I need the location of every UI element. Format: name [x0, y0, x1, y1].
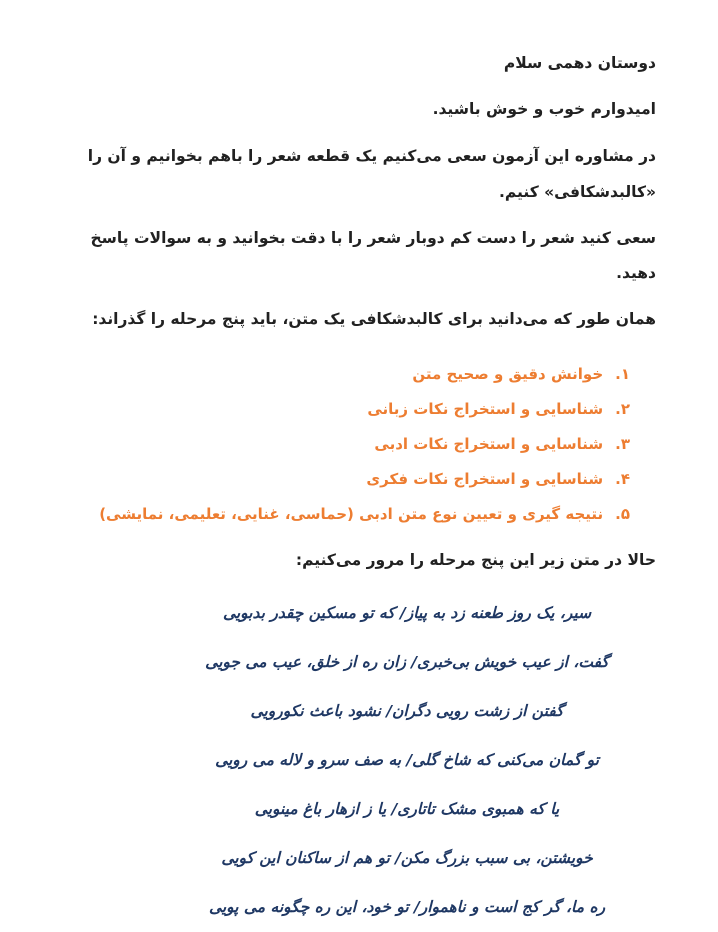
step-number: ۳.	[615, 435, 630, 453]
step-label: نتیجه گیری و تعیین نوع متن ادبی (حماسی، غنایی، تعلیمی، نمایشی)	[99, 505, 604, 523]
step-label: شناسایی و استخراج نکات زبانی	[367, 400, 604, 418]
poem-line-1: سیر، یک روز طعنه زد به پیاز/ که تو مسکین چقدر بدبویی	[222, 604, 592, 622]
intro-paragraph	[62, 138, 656, 210]
poem-line-5: یا که همبوی مشک تاتاری/ یا ز ازهار باغ مینویی	[254, 800, 560, 818]
steps-list	[62, 357, 656, 532]
step-item-3	[62, 427, 630, 462]
step-number: ۱.	[615, 365, 630, 383]
poem-line-2: گفت، از عیب خویش بی‌خبری/ زان ره از خلق، عیب می جویی	[205, 653, 609, 671]
intro-line-2: «کالبدشکافی» کنیم.	[499, 183, 656, 201]
poem-line-7: ره ما، گر کج است و ناهموار/ تو خود، این ره چگونه می پویی	[208, 898, 606, 916]
step-label: شناسایی و استخراج نکات فکری	[366, 470, 604, 488]
step-label: شناسایی و استخراج نکات ادبی	[374, 435, 604, 453]
poem-block	[158, 589, 656, 932]
greeting-line-2: امیدوارم خوب و خوش باشید.	[432, 100, 656, 118]
greeting-line-1: دوستان دهمی سلام	[503, 54, 656, 72]
step-item-4	[62, 462, 630, 497]
review-intro: حالا در متن زیر این پنج مرحله را مرور می‌کنیم:	[295, 551, 656, 569]
step-item-5	[62, 497, 630, 532]
poem-line-6: خویشتن، بی سبب بزرگ مکن/ تو هم از ساکنان این کویی	[221, 849, 593, 867]
step-item-2	[62, 392, 630, 427]
step-number: ۴.	[615, 470, 630, 488]
steps-intro: همان طور که می‌دانید برای کالبدشکافی یک متن، باید پنج مرحله را گذراند:	[92, 310, 656, 328]
step-label: خوانش دقیق و صحیح متن	[412, 365, 604, 383]
poem-line-3: گفتن از زشت رویی دگران/ نشود باعث نکورویی	[250, 702, 564, 720]
intro-line-1: در مشاوره این آزمون سعی می‌کنیم یک قطعه شعر را باهم بخوانیم و آن را	[87, 147, 656, 165]
step-number: ۲.	[615, 400, 630, 418]
poem-line-4: تو گمان می‌کنی که شاخ گلی/ به صف سرو و لاله می رویی	[215, 751, 599, 769]
step-item-1	[62, 357, 630, 392]
step-number: ۵.	[615, 505, 630, 523]
instruction-paragraph: سعی کنید شعر را دست کم دوبار شعر را با دقت بخوانید و به سوالات پاسخ دهید.	[90, 229, 656, 282]
